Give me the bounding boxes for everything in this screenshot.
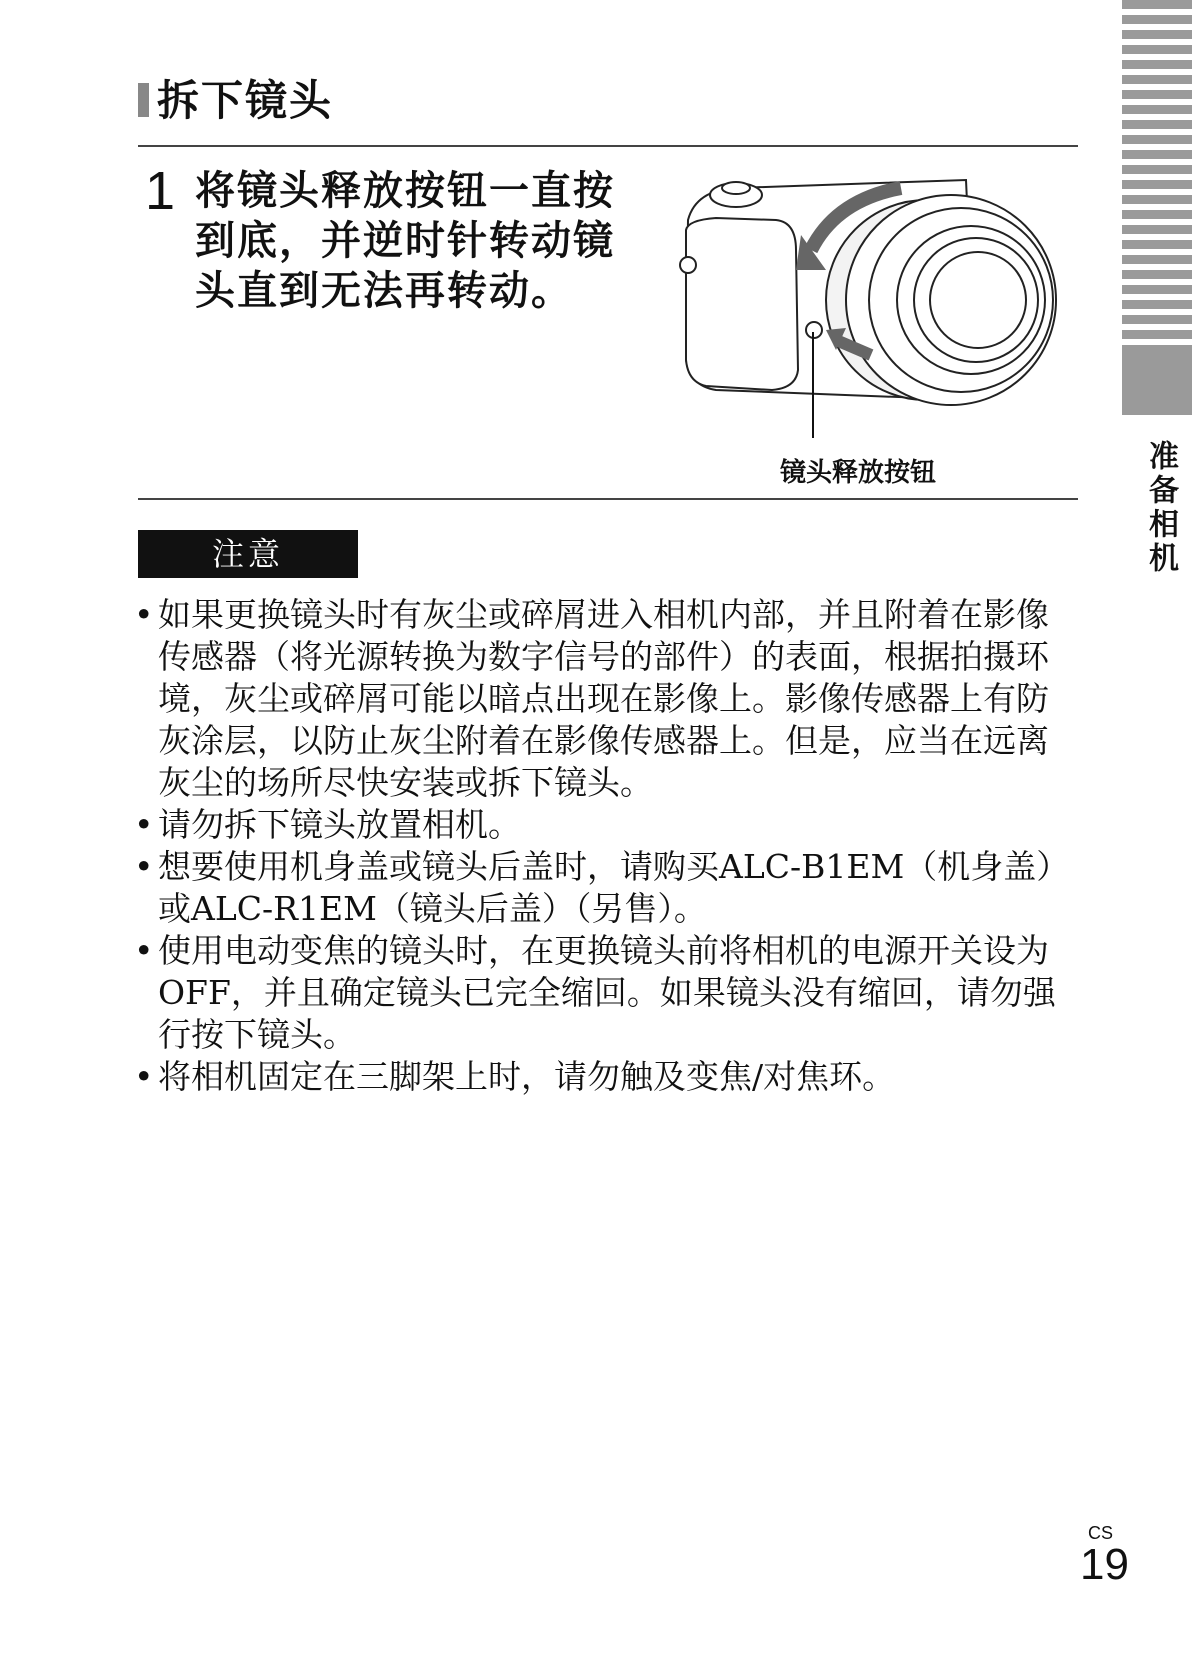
chapter-label: 准备相机 <box>1143 440 1178 576</box>
note-list <box>134 594 1079 1098</box>
note-item: • 将相机固定在三脚架上时，请勿触及变焦/对焦环。 <box>134 1056 1079 1098</box>
lens-glass <box>930 252 1026 348</box>
active-chapter-tab <box>1122 345 1192 415</box>
note-item: • 想要使用机身盖或镜头后盖时，请购买ALC-B1EM（机身盖）或ALC-R1EM（镜头后盖）（另售）。 <box>134 846 1079 930</box>
note-label: 注意 <box>138 530 358 578</box>
section-title: 拆下镜头 <box>157 76 334 125</box>
camera-lens-removal-illustration <box>676 160 1076 450</box>
bottom-divider <box>138 498 1078 500</box>
camera-grip <box>686 218 798 390</box>
chapter-tabs <box>1122 0 1192 415</box>
page-number: 19 <box>1080 1540 1129 1589</box>
note-item: • 使用电动变焦的镜头时，在更换镜头前将相机的电源开关设为OFF，并且确定镜头已完全缩回。如果镜头没有缩回，请勿强行按下镜头。 <box>134 930 1079 1056</box>
heading-marker <box>138 83 149 117</box>
section-heading <box>138 68 333 128</box>
shutter-button <box>722 182 750 194</box>
top-divider <box>138 145 1078 147</box>
step-instruction: 将镜头释放按钮一直按到底，并逆时针转动镜头直到无法再转动。 <box>195 168 615 314</box>
language-code: CS <box>1088 1523 1114 1543</box>
lens-release-button-label: 镜头释放按钮 <box>780 458 937 488</box>
step-number: 1 <box>145 161 176 221</box>
note-item: • 如果更换镜头时有灰尘或碎屑进入相机内部，并且附着在影像传感器（将光源转换为数字信号的部件）的表面，根据拍摄环境，灰尘或碎屑可能以暗点出现在影像上。影像传感器上有防灰涂层，以防止灰尘附着在影像传感器上。但是，应当在远离灰尘的场所尽快安装或拆下镜头。 <box>134 594 1079 804</box>
note-item: • 请勿拆下镜头放置相机。 <box>134 804 1079 846</box>
strap-lug <box>680 257 696 273</box>
